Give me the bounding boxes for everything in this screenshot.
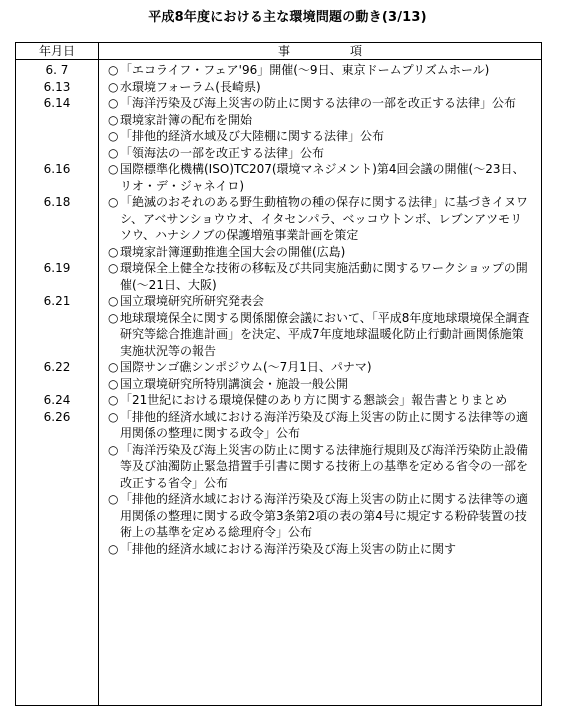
table-row [16, 62, 541, 79]
event-item [108, 541, 533, 558]
page-title: 平成8年度における主な環境問題の動き(3/13) [148, 10, 427, 25]
bullet-icon: ○ [108, 195, 119, 209]
header-date: 年月日 [38, 44, 75, 58]
bullet-icon: ○ [108, 442, 119, 457]
row-date: 6.19 [43, 261, 71, 275]
event-text: 地球環境保全に関する関係閣僚会議において、「平成8年度地球環境保全調査研究等総合推進計画」を決定、平成7年度地球温暖化防止行動計画関係施策実施状況等の報告 [120, 310, 530, 358]
table-row [16, 359, 541, 392]
row-events [108, 392, 533, 409]
bullet-icon: ○ [108, 393, 119, 407]
bullet-icon: ○ [108, 310, 119, 325]
event-item [108, 260, 533, 293]
event-text: 環境家計簿運動推進全国大会の開催(広島) [120, 244, 346, 259]
bullet-icon: ○ [108, 96, 119, 110]
event-item [108, 145, 533, 162]
event-text: 「エコライフ・フェア'96」開催(～9日、東京ドームプリズムホール) [120, 63, 490, 77]
bullet-icon: ○ [108, 244, 119, 259]
row-events [108, 79, 533, 96]
table-row [16, 293, 541, 359]
event-text: 「21世紀における環境保健のあり方に関する懇談会」報告書とりまとめ [120, 393, 508, 407]
header-item: 事項 [277, 44, 422, 58]
event-item [108, 491, 533, 541]
event-item [108, 244, 533, 261]
row-events [108, 293, 533, 359]
event-item [108, 359, 533, 376]
event-text: 水環境フォーラム(長崎県) [120, 79, 261, 94]
bullet-icon: ○ [108, 294, 119, 308]
row-events [108, 95, 533, 161]
bullet-icon: ○ [108, 145, 119, 160]
row-events [108, 260, 533, 293]
row-date: 6.18 [43, 195, 71, 209]
event-item [108, 376, 533, 393]
row-date: 6.13 [43, 79, 71, 94]
event-item [108, 128, 533, 145]
bullet-icon: ○ [108, 360, 119, 374]
bullet-icon: ○ [108, 409, 119, 424]
table-row [16, 95, 541, 161]
event-text: 「排他的経済水域における海洋汚染及び海上災害の防止に関す [120, 541, 457, 556]
row-date: 6. 7 [45, 63, 69, 77]
event-text: 「海洋汚染及び海上災害の防止に関する法律の一部を改正する法律」公布 [120, 96, 517, 110]
row-date: 6.26 [43, 409, 71, 424]
table-row [16, 79, 541, 96]
row-events [108, 359, 533, 392]
bullet-icon: ○ [108, 63, 119, 77]
table-row [16, 392, 541, 409]
bullet-icon: ○ [108, 129, 119, 143]
row-events [108, 409, 533, 558]
table-row [16, 194, 541, 260]
event-text: 国際サンゴ礁シンポジウム(～7月1日、パナマ) [120, 360, 372, 374]
row-date: 6.16 [43, 162, 71, 176]
event-item [108, 310, 533, 360]
event-item [108, 409, 533, 442]
table-header [16, 43, 541, 60]
event-text: 「領海法の一部を改正する法律」公布 [120, 145, 325, 160]
table-body [16, 62, 541, 557]
table-row [16, 161, 541, 194]
event-item [108, 112, 533, 129]
bullet-icon: ○ [108, 376, 119, 391]
bullet-icon: ○ [108, 162, 119, 176]
bullet-icon: ○ [108, 79, 119, 94]
event-text: 「排他的経済水域及び大陸棚に関する法律」公布 [120, 129, 385, 143]
bullet-icon: ○ [108, 492, 119, 506]
event-text: 環境保全上健全な技術の移転及び共同実施活動に関するワークショップの開催(～21日、大阪) [120, 261, 528, 292]
event-item [108, 442, 533, 492]
row-events [108, 161, 533, 194]
row-date: 6.21 [43, 294, 71, 308]
event-item [108, 392, 533, 409]
event-text: 「海洋汚染及び海上災害の防止に関する法律施行規則及び海洋汚染防止設備等及び油濁防止緊急措置手引書に関する技術上の基準を定める省令の一部を改正する省令」公布 [120, 442, 529, 490]
row-date: 6.22 [43, 360, 71, 374]
event-text: 国立環境研究所特別講演会・施設一般公開 [120, 376, 349, 391]
bullet-icon: ○ [108, 112, 119, 127]
bullet-icon: ○ [108, 541, 119, 556]
event-text: 「絶滅のおそれのある野生動植物の種の保存に関する法律」に基づきイヌワシ、アベサンショウウオ、イタセンパラ、ベッコウトンボ、レブンアツモリソウ、ハナシノブの保護増殖事業計画を策定 [120, 195, 529, 242]
table-row [16, 260, 541, 293]
event-item [108, 95, 533, 112]
event-text: 環境家計簿の配布を開始 [120, 112, 253, 127]
table-row [16, 409, 541, 558]
event-text: 「排他的経済水域における海洋汚染及び海上災害の防止に関する法律等の適用関係の整理に関する政令第3条第2項の表の第4号に規定する粉砕装置の技術上の基準を定める総理府令」公布 [120, 492, 529, 539]
bullet-icon: ○ [108, 261, 119, 275]
row-events [108, 62, 533, 79]
event-text: 国立環境研究所研究発表会 [120, 294, 265, 308]
event-item [108, 161, 533, 194]
event-text: 「排他的経済水域における海洋汚染及び海上災害の防止に関する法律等の適用関係の整理に関する政令」公布 [120, 409, 529, 440]
event-item [108, 62, 533, 79]
event-item [108, 293, 533, 310]
row-date: 6.24 [43, 393, 71, 407]
event-text: 国際標準化機構(ISO)TC207(環境マネジメント)第4回会議の開催(～23日、リオ・デ・ジャネイロ) [120, 162, 525, 193]
event-item [108, 194, 533, 244]
row-events [108, 194, 533, 260]
events-table [15, 42, 542, 706]
row-date: 6.14 [43, 96, 71, 110]
event-item [108, 79, 533, 96]
